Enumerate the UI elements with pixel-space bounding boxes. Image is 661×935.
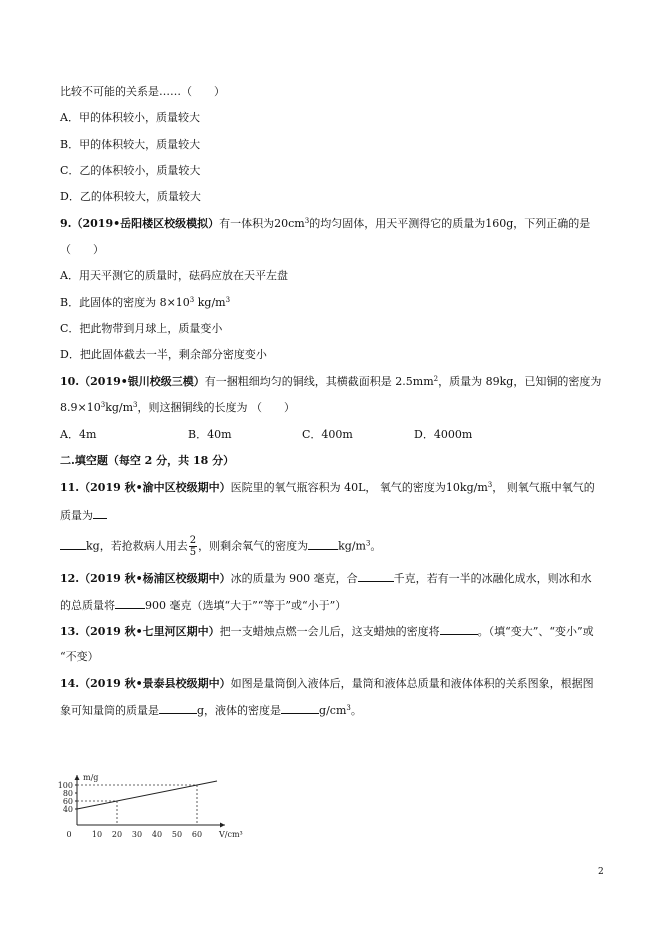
superscript: 3	[346, 704, 351, 712]
q9-option-d: D．把此固体截去一半，剩余部分密度变小	[60, 348, 267, 361]
q8-option-b: B．甲的体积较大，质量较大	[60, 138, 201, 151]
unit: g/cm	[319, 704, 347, 717]
superscript: 2	[433, 375, 439, 383]
y-tick-label: 80	[62, 789, 73, 798]
q8-option-d: D．乙的体积较大，质量较大	[60, 190, 201, 203]
fraction-numerator: 2	[189, 535, 197, 546]
q12-stem-text-2: 千克，若有一半的冰融化成水，则冰和水	[393, 572, 592, 585]
q10-stem-text: 有一捆粗细均匀的铜线，其横截面积是 2.5mm	[204, 375, 434, 388]
q14-line2-text-2: g，液体的密度是	[197, 704, 282, 717]
q12-line2-text-2: 900 毫克（选填“大于”“等于”或“小于”）	[145, 599, 347, 612]
answer-blank[interactable]	[159, 702, 197, 714]
q13-stem	[60, 623, 594, 640]
q10-option-b: B．40m	[188, 428, 232, 441]
q9-option-c: C．把此物带到月球上，质量变小	[60, 322, 223, 335]
q14-line2	[60, 702, 362, 719]
q13-stem-text-2: 。（填“变大”、“变小”或	[477, 625, 594, 638]
q11-line3-text: kg，若抢救病人用去	[86, 539, 188, 553]
y-axis-label: m/g	[83, 773, 99, 782]
q11-line3	[60, 535, 381, 558]
q9-option-a: A．用天平测它的质量时，砝码应放在天平左盘	[60, 269, 288, 282]
q9-stem	[60, 216, 590, 232]
x-axis-arrow	[220, 823, 225, 828]
q10-stem-line2	[60, 400, 295, 416]
answer-blank[interactable]	[358, 570, 394, 582]
superscript: 3	[189, 296, 195, 304]
punctuation: 。	[370, 539, 382, 553]
superscript: 3	[100, 401, 106, 409]
fraction	[189, 535, 197, 558]
q9-option-b-text: B．此固体的密度为 8×10	[60, 296, 190, 309]
x-tick-label: 20	[111, 830, 123, 839]
q11-stem-text-2: ， 则氧气瓶中氧气的	[492, 481, 595, 494]
section-heading: 二.填空题（每空 2 分，共 18 分）	[60, 454, 235, 467]
answer-blank[interactable]	[308, 538, 338, 550]
page-number: 2	[598, 867, 604, 877]
density-value: 8.9×10	[60, 401, 101, 414]
q11-line2	[60, 507, 107, 524]
q14-number: 14.	[60, 677, 80, 690]
unit: kg/m	[194, 296, 226, 309]
unit: kg/m	[338, 539, 366, 553]
q14-stem-text: 如图是量筒倒入液体后，量筒和液体总质量和液体体积的关系图象，根据图	[230, 677, 594, 690]
q8-stem: 比较不可能的关系是……（ ）	[60, 85, 225, 98]
x-axis-label: V/cm³	[219, 830, 243, 839]
q10-stem-text-2: ，质量为 89kg，已知铜的密度为	[438, 375, 602, 388]
q9-option-b	[60, 295, 230, 311]
answer-blank[interactable]	[440, 623, 478, 635]
q14-stem	[60, 676, 594, 692]
q9-source: （2019•岳阳楼区校级模拟）	[71, 217, 220, 230]
superscript: 3	[225, 296, 231, 304]
q13-stem-text: 把一支蜡烛点燃一会儿后，这支蜡烛的密度将	[219, 625, 440, 638]
q9-stem-text-2: 的均匀固体，用天平测得它的质量为160g，下列正确的是	[309, 217, 591, 230]
q13-number: 13.	[60, 625, 80, 638]
q11-number: 11.	[60, 481, 80, 494]
q12-number: 12.	[60, 572, 80, 585]
q12-stem	[60, 570, 592, 587]
q11-line2-text: 质量为	[60, 509, 93, 522]
q9-paren: （ ）	[60, 243, 104, 256]
q10-stem	[60, 374, 601, 390]
superscript: 3	[304, 217, 310, 225]
x-tick-label: 10	[91, 830, 103, 839]
q10-option-d: D．4000m	[414, 428, 473, 441]
q8-option-a: A．甲的体积较小，质量较大	[60, 111, 200, 124]
x-tick-label: 60	[191, 830, 203, 839]
q9-stem-text: 有一体积为20cm	[219, 217, 305, 230]
q10-source: （2019•银川校级三模）	[79, 375, 205, 388]
x-tick-label: 50	[171, 830, 183, 839]
q12-line2-text: 的总质量将	[60, 599, 115, 612]
x-tick-label: 40	[151, 830, 163, 839]
y-tick-label: 60	[62, 797, 73, 806]
y-tick-label: 100	[57, 781, 73, 790]
superscript: 3	[487, 481, 493, 489]
q12-line2	[60, 597, 346, 614]
q11-stem-text: 医院里的氧气瓶容积为 40L， 氧气的密度为10kg/m	[230, 481, 488, 494]
answer-blank[interactable]	[115, 597, 145, 609]
x-tick-label: 0	[66, 830, 72, 839]
answer-blank[interactable]	[60, 538, 86, 550]
q14-line2-text: 象可知量筒的质量是	[60, 704, 159, 717]
superscript: 3	[133, 401, 138, 409]
answer-blank[interactable]	[281, 702, 319, 714]
unit: kg/m	[105, 401, 134, 414]
q12-source: （2019 秋•杨浦区校级期中）	[79, 572, 231, 585]
q10-number: 10.	[60, 375, 80, 388]
q11-line3-text-2: ，则剩余氧气的密度为	[198, 539, 309, 553]
punctuation: 。	[350, 704, 362, 717]
q14-source: （2019 秋•景泰县校级期中）	[79, 677, 231, 690]
q10-option-c: C．400m	[302, 428, 353, 441]
q12-stem-text: 冰的质量为 900 毫克，合	[230, 572, 358, 585]
q13-source: （2019 秋•七里河区期中）	[79, 625, 220, 638]
q10-question-text: ，则这捆铜线的长度为 （ ）	[137, 401, 295, 414]
q10-option-a: A．4m	[60, 428, 97, 441]
fraction-denominator: 5	[189, 547, 197, 558]
x-tick-label: 30	[131, 830, 143, 839]
q11-source: （2019 秋•渝中区校级期中）	[79, 481, 231, 494]
q11-stem	[60, 480, 595, 496]
answer-blank[interactable]	[93, 507, 107, 519]
superscript: 3	[365, 539, 371, 548]
y-axis-arrow	[75, 775, 80, 780]
q9-number: 9.	[60, 217, 72, 230]
q13-line2: “不变）	[60, 650, 99, 663]
mass-volume-chart	[55, 725, 245, 855]
y-tick-label: 40	[62, 805, 73, 814]
q8-option-c: C．乙的体积较小，质量较大	[60, 164, 201, 177]
